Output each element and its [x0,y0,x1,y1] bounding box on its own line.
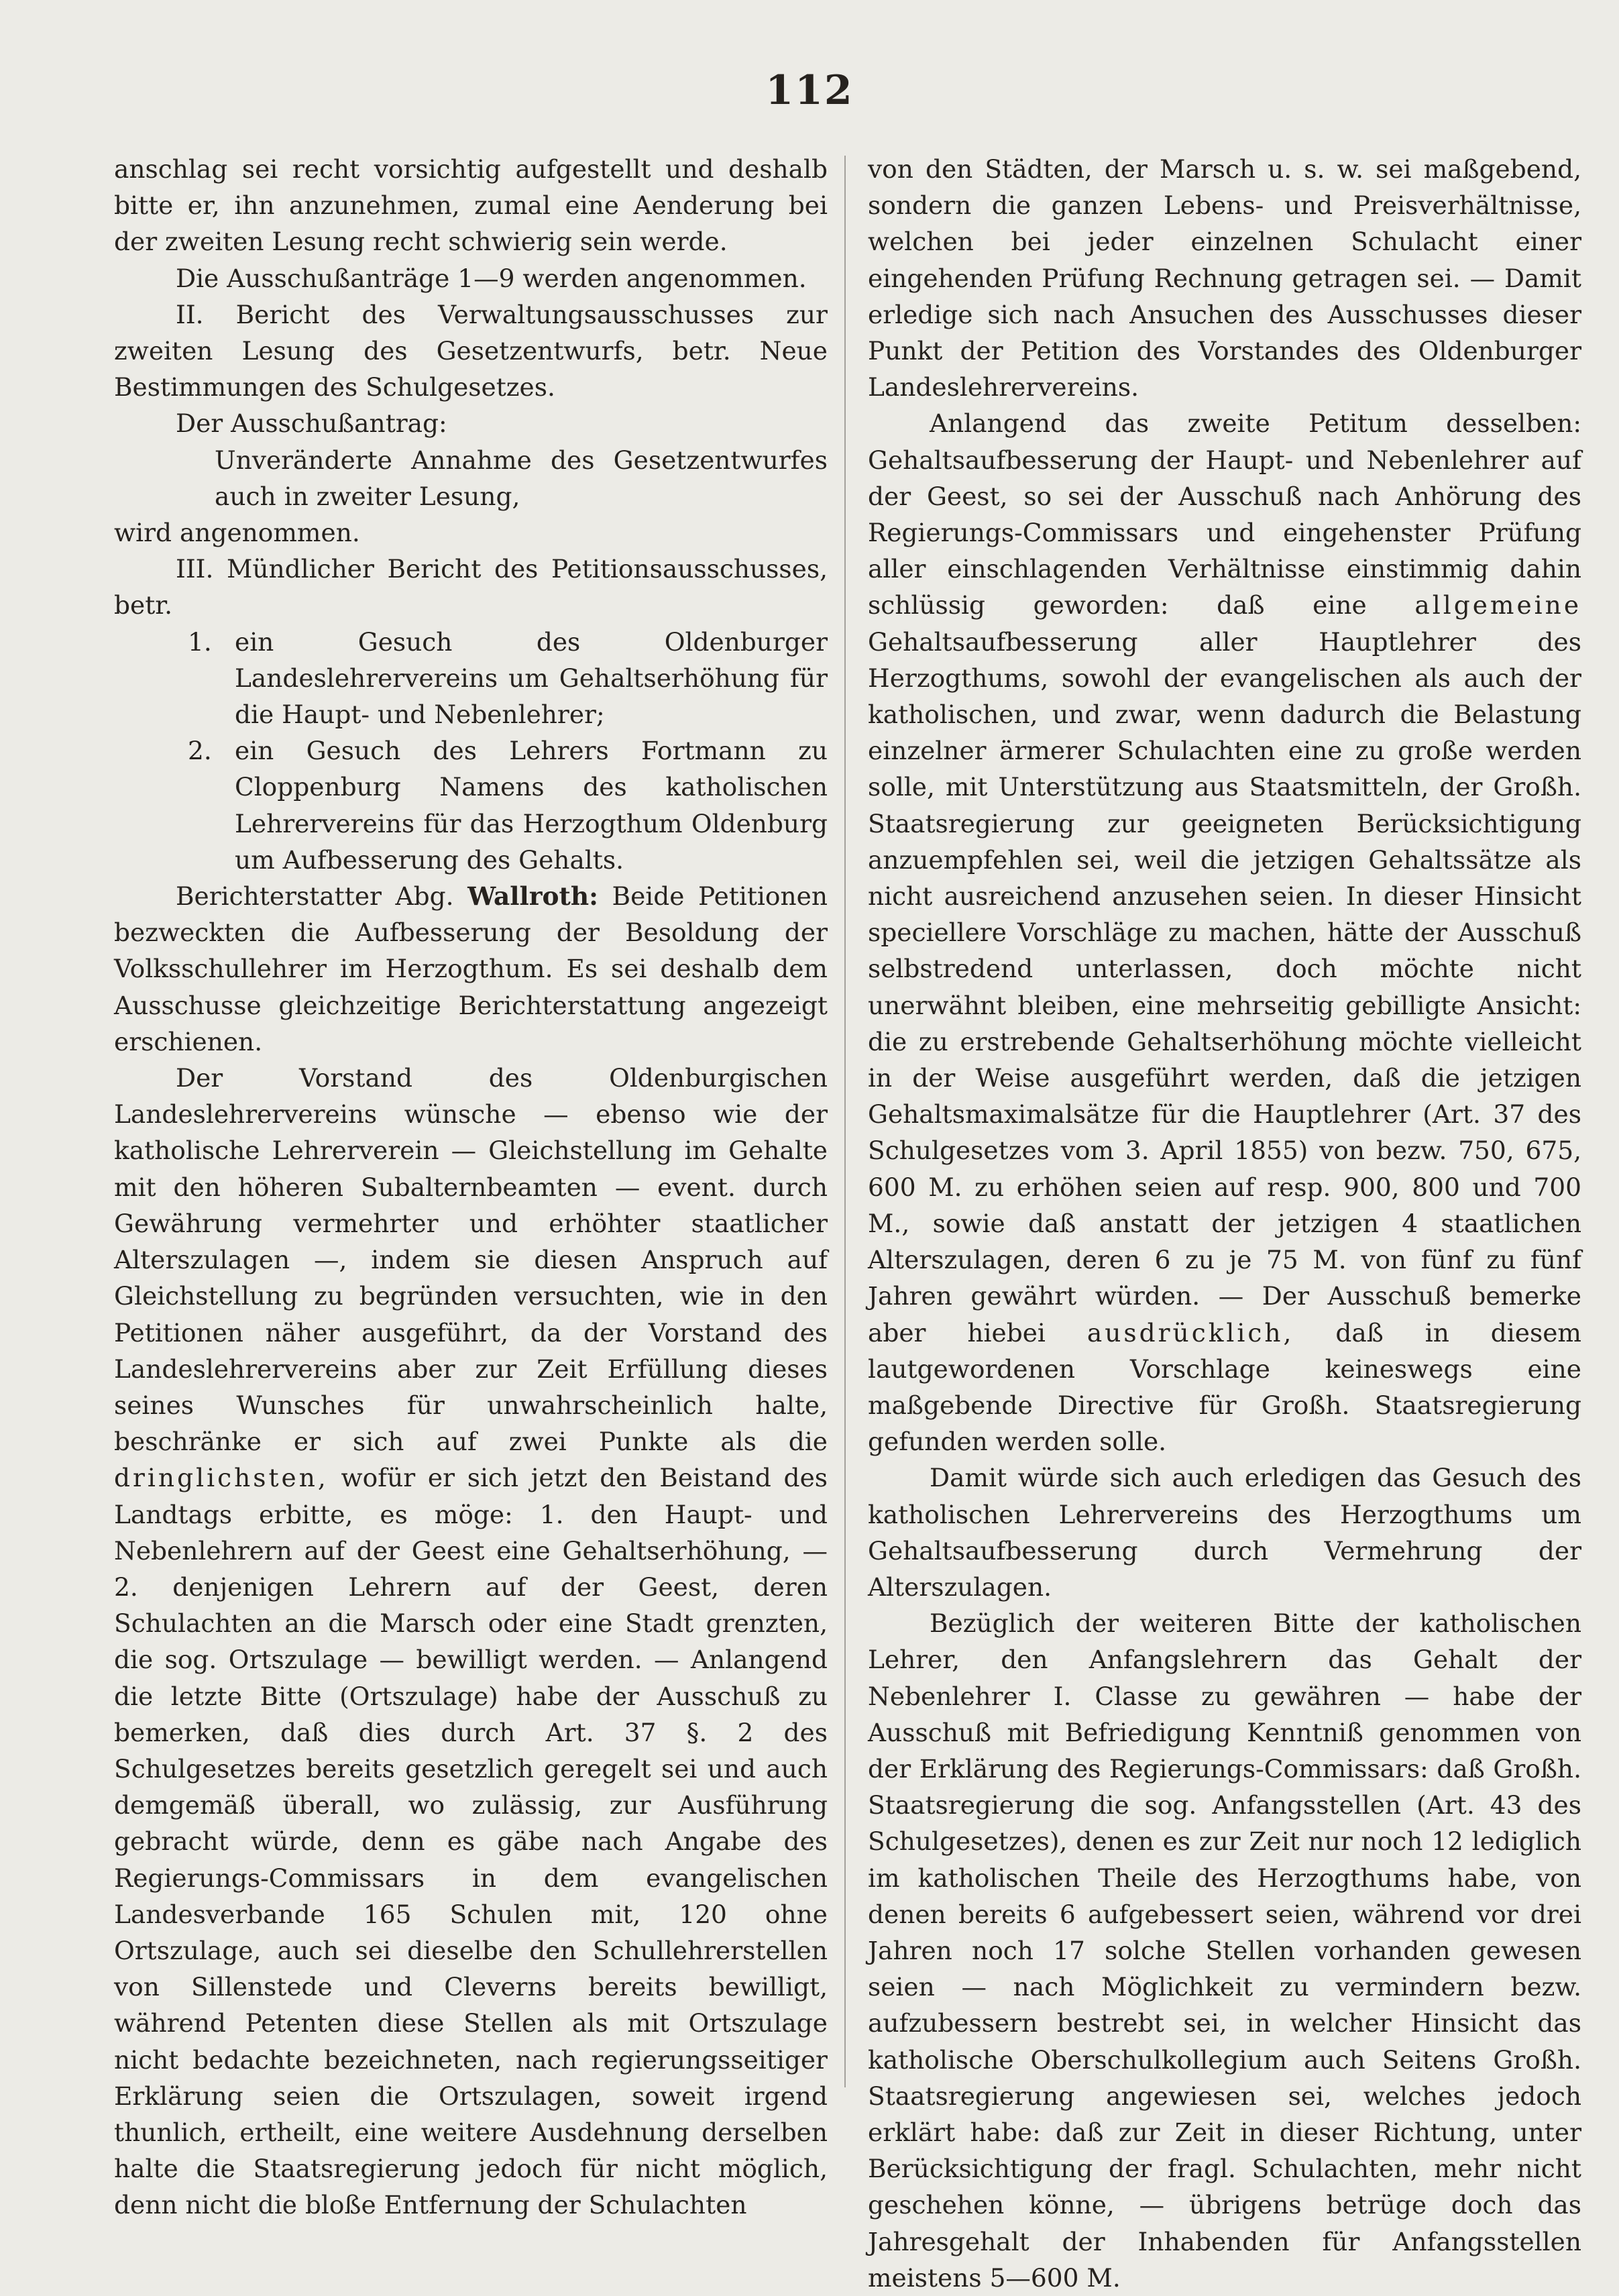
paragraph: Damit würde sich auch erledigen das Gesuch des katholischen Lehrervereins des Herzogthums um Gehaltsaufbesserung durch Vermehrung der Alterszulagen. [868,1463,1581,1602]
list-item [188,732,828,878]
list-number: 1. [188,626,212,657]
paragraph: anschlag sei recht vorsichtig aufgestellt und deshalb bitte er, ihn anzunehmen, zumal eine Aenderung bei der zweiten Lesung recht schwierig sein werde. [114,154,828,257]
motion-text: Unveränderte Annahme des Gesetzentwurfes auch in zweiter Lesung, [215,445,828,511]
text-run: Der Vorstand des Oldenburgischen Landeslehrervereins wünsche — ebenso wie der katholische Lehrerverein — Gleichstellung im Gehalte mit den höheren Subalternbeamten — event. durch Gewährung vermehrter und erhöhter staatlicher Alterszulagen —, indem sie diesen Anspruch auf Gleichstellung zu begründen versuchten, wie in den Petitionen näher ausgeführt, da der Vorstand des Landeslehrervereins aber zur Zeit Erfüllung dieses seines Wunsches für unwahrscheinlich halte, beschränke er sich auf zwei Punkte als die [114,1063,828,1457]
column-divider [844,156,846,2087]
paragraph: Bezüglich der weiteren Bitte der katholischen Lehrer, den Anfangslehrern das Gehalt der Nebenlehrer I. Classe zu gewähren — habe der Ausschuß mit Befriedigung Kenntniß genommen von der Erklärung des Regierungs-Commissars: daß Großh. Staatsregierung die sog. Anfangsstellen (Art. 43 des Schulgesetzes), denen es zur Zeit nur noch 12 lediglich im katholischen Theile des Herzogthums habe, von denen bereits 6 aufgebessert seien, während vor drei Jahren noch 17 solche Stellen vorhanden gewesen seien — nach Möglichkeit zu vermindern bezw. aufzubessern bestrebt sei, in welcher Hinsicht das katholische Oberschulkollegium auch Seitens Großh. Staatsregierung angewiesen sei, welches jedoch erklärt habe: daß zur Zeit in dieser Richtung, unter Berücksichtigung der fragl. Schulachten, mehr nicht geschehen könne, — übrigens betrüge doch das Jahresgehalt der Inhabenden für Anfangsstellen meistens 5—600 M. [868,1608,1581,2293]
text-run: Gehaltsaufbesserung aller Hauptlehrer des Herzogthums, sowohl der evangelischen als auch der katholischen, und zwar, wenn dadurch die Belastung einzelner ärmerer Schulachten eine zu große werden solle, mit Unterstützung aus Staatsmitteln, der Großh. Staatsregierung zur geeigneten Berücksichtigung anzuempfehlen sei, weil die jetzigen Gehaltssätze als nicht ausreichend anzusehen seien. In dieser Hinsicht speciellere Vorschläge zu machen, hätte der Ausschuß selbstredend unterlassen, doch möchte nicht unerwähnt bleiben, eine mehrseitig gebilligte Ansicht: die zu erstrebende Gehaltserhöhung möchte vielleicht in der Weise ausgeführt werden, daß die jetzigen Gehaltsmaximalsätze für die Hauptlehrer (Art. 37 des Schulgesetzes vom 3. April 1855) von bezw. 750, 675, 600 M. zu erhöhen seien auf resp. 900, 800 und 700 M., sowie daß anstatt der jetzigen 4 staatlichen Alterszulagen, deren 6 zu je 75 M. von fünf zu fünf Jahren gewährt würden. — Der Ausschuß bemerke aber hiebei [868,626,1581,1348]
section-heading: III. Mündlicher Bericht des Petitionsausschusses, betr. [114,554,828,620]
list-number: 2. [188,736,212,766]
spaced-emphasis: allgemeine [1414,590,1582,620]
paragraph [868,405,1581,1460]
section-heading: II. Bericht des Verwaltungsausschusses zur zweiten Lesung des Gesetzentwurfs, betr. Neue Bestimmungen des Schulgesetzes. [114,299,828,402]
text-run: Berichterstatter Abg. [176,881,454,912]
text-run: wofür er sich jetzt den Beistand des Landtags erbitte, es möge: 1. den Haupt- und Nebenlehrern auf der Geest eine Gehaltserhöhung, — 2. denjenigen Lehrern auf der Geest, deren Schulachten an die Marsch oder eine Stadt grenzten, die sog. Ortszulage — bewilligt werden. — Anlangend die letzte Bitte (Ortszulage) habe der Ausschuß zu bemerken, daß dies durch Art. 37 §. 2 des Schulgesetzes bereits gesetzlich geregelt sei und auch demgemäß überall, wo zulässig, zur Ausführung gebracht würde, denn es gäbe nach Angabe des Regierungs-Commissars in dem evangelischen Landesverbande 165 Schulen mit, 120 ohne Ortszulage, auch sei dieselbe den Schullehrerstellen von Sillenstede und Cleverns bereits bewilligt, während Petenten diese Stellen als mit Ortszulage nicht bedachte bezeichneten, nach regierungsseitiger Erklärung seien die Ortszulagen, soweit irgend thunlich, ertheilt, eine weitere Ausdehnung derselben halte die Staatsregierung jedoch für nicht möglich, denn nicht die bloße Entfernung der Schulachten [114,1463,828,2220]
paragraph: wird angenommen. [114,518,360,548]
paragraph: Die Ausschußanträge 1—9 werden angenommen. [176,263,807,293]
text-run: daß in diesem lautgewordenen Vorschlage keineswegs eine maßgebende Directive für Großh. Staatsregierung gefunden werden solle. [868,1317,1581,1457]
text-run: Beide Petitionen bezweckten die Aufbesserung der Besoldung der Volksschullehrer im Herzogthum. Es sei deshalb dem Ausschusse gleichzeitige Berichterstattung angezeigt erschienen. [114,881,828,1056]
paragraph [114,1060,828,2224]
list-text: ein Gesuch des Oldenburger Landeslehrervereins um Gehaltserhöhung für die Haupt- und Nebenlehrer; [235,626,828,730]
speaker-name: Wallroth: [467,881,598,912]
paragraph [114,878,828,1060]
spaced-emphasis: dringlichsten, [114,1463,329,1493]
text-run: Anlangend das zweite Petitum desselben: Gehaltsaufbesserung der Haupt- und Nebenlehrer auf der Geest, so sei der Ausschuß nach Anhörung des Regierungs-Commissars und eingehenster Prüfung aller einschlagenden Verhältnisse einstimmig dahin schlüssig geworden: daß eine [868,408,1581,620]
spaced-emphasis: ausdrücklich, [1086,1317,1294,1348]
page-number: 112 [765,67,854,114]
list-item [188,624,828,733]
paragraph: Der Ausschußantrag: [176,408,447,439]
left-column [114,151,828,2224]
paragraph: von den Städten, der Marsch u. s. w. sei maßgebend, sondern die ganzen Lebens- und Preisverhältnisse, welchen bei jeder einzelnen Schulacht einer eingehenden Prüfung Rechnung getragen sei. — Damit erledige sich nach Ansuchen des Ausschusses dieser Punkt der Petition des Vorstandes des Oldenburger Landeslehrervereins. [868,154,1581,402]
list-text: ein Gesuch des Lehrers Fortmann zu Cloppenburg Namens des katholischen Lehrervereins für das Herzogthum Oldenburg um Aufbesserung des Gehalts. [235,736,828,875]
right-column [868,151,1581,2296]
